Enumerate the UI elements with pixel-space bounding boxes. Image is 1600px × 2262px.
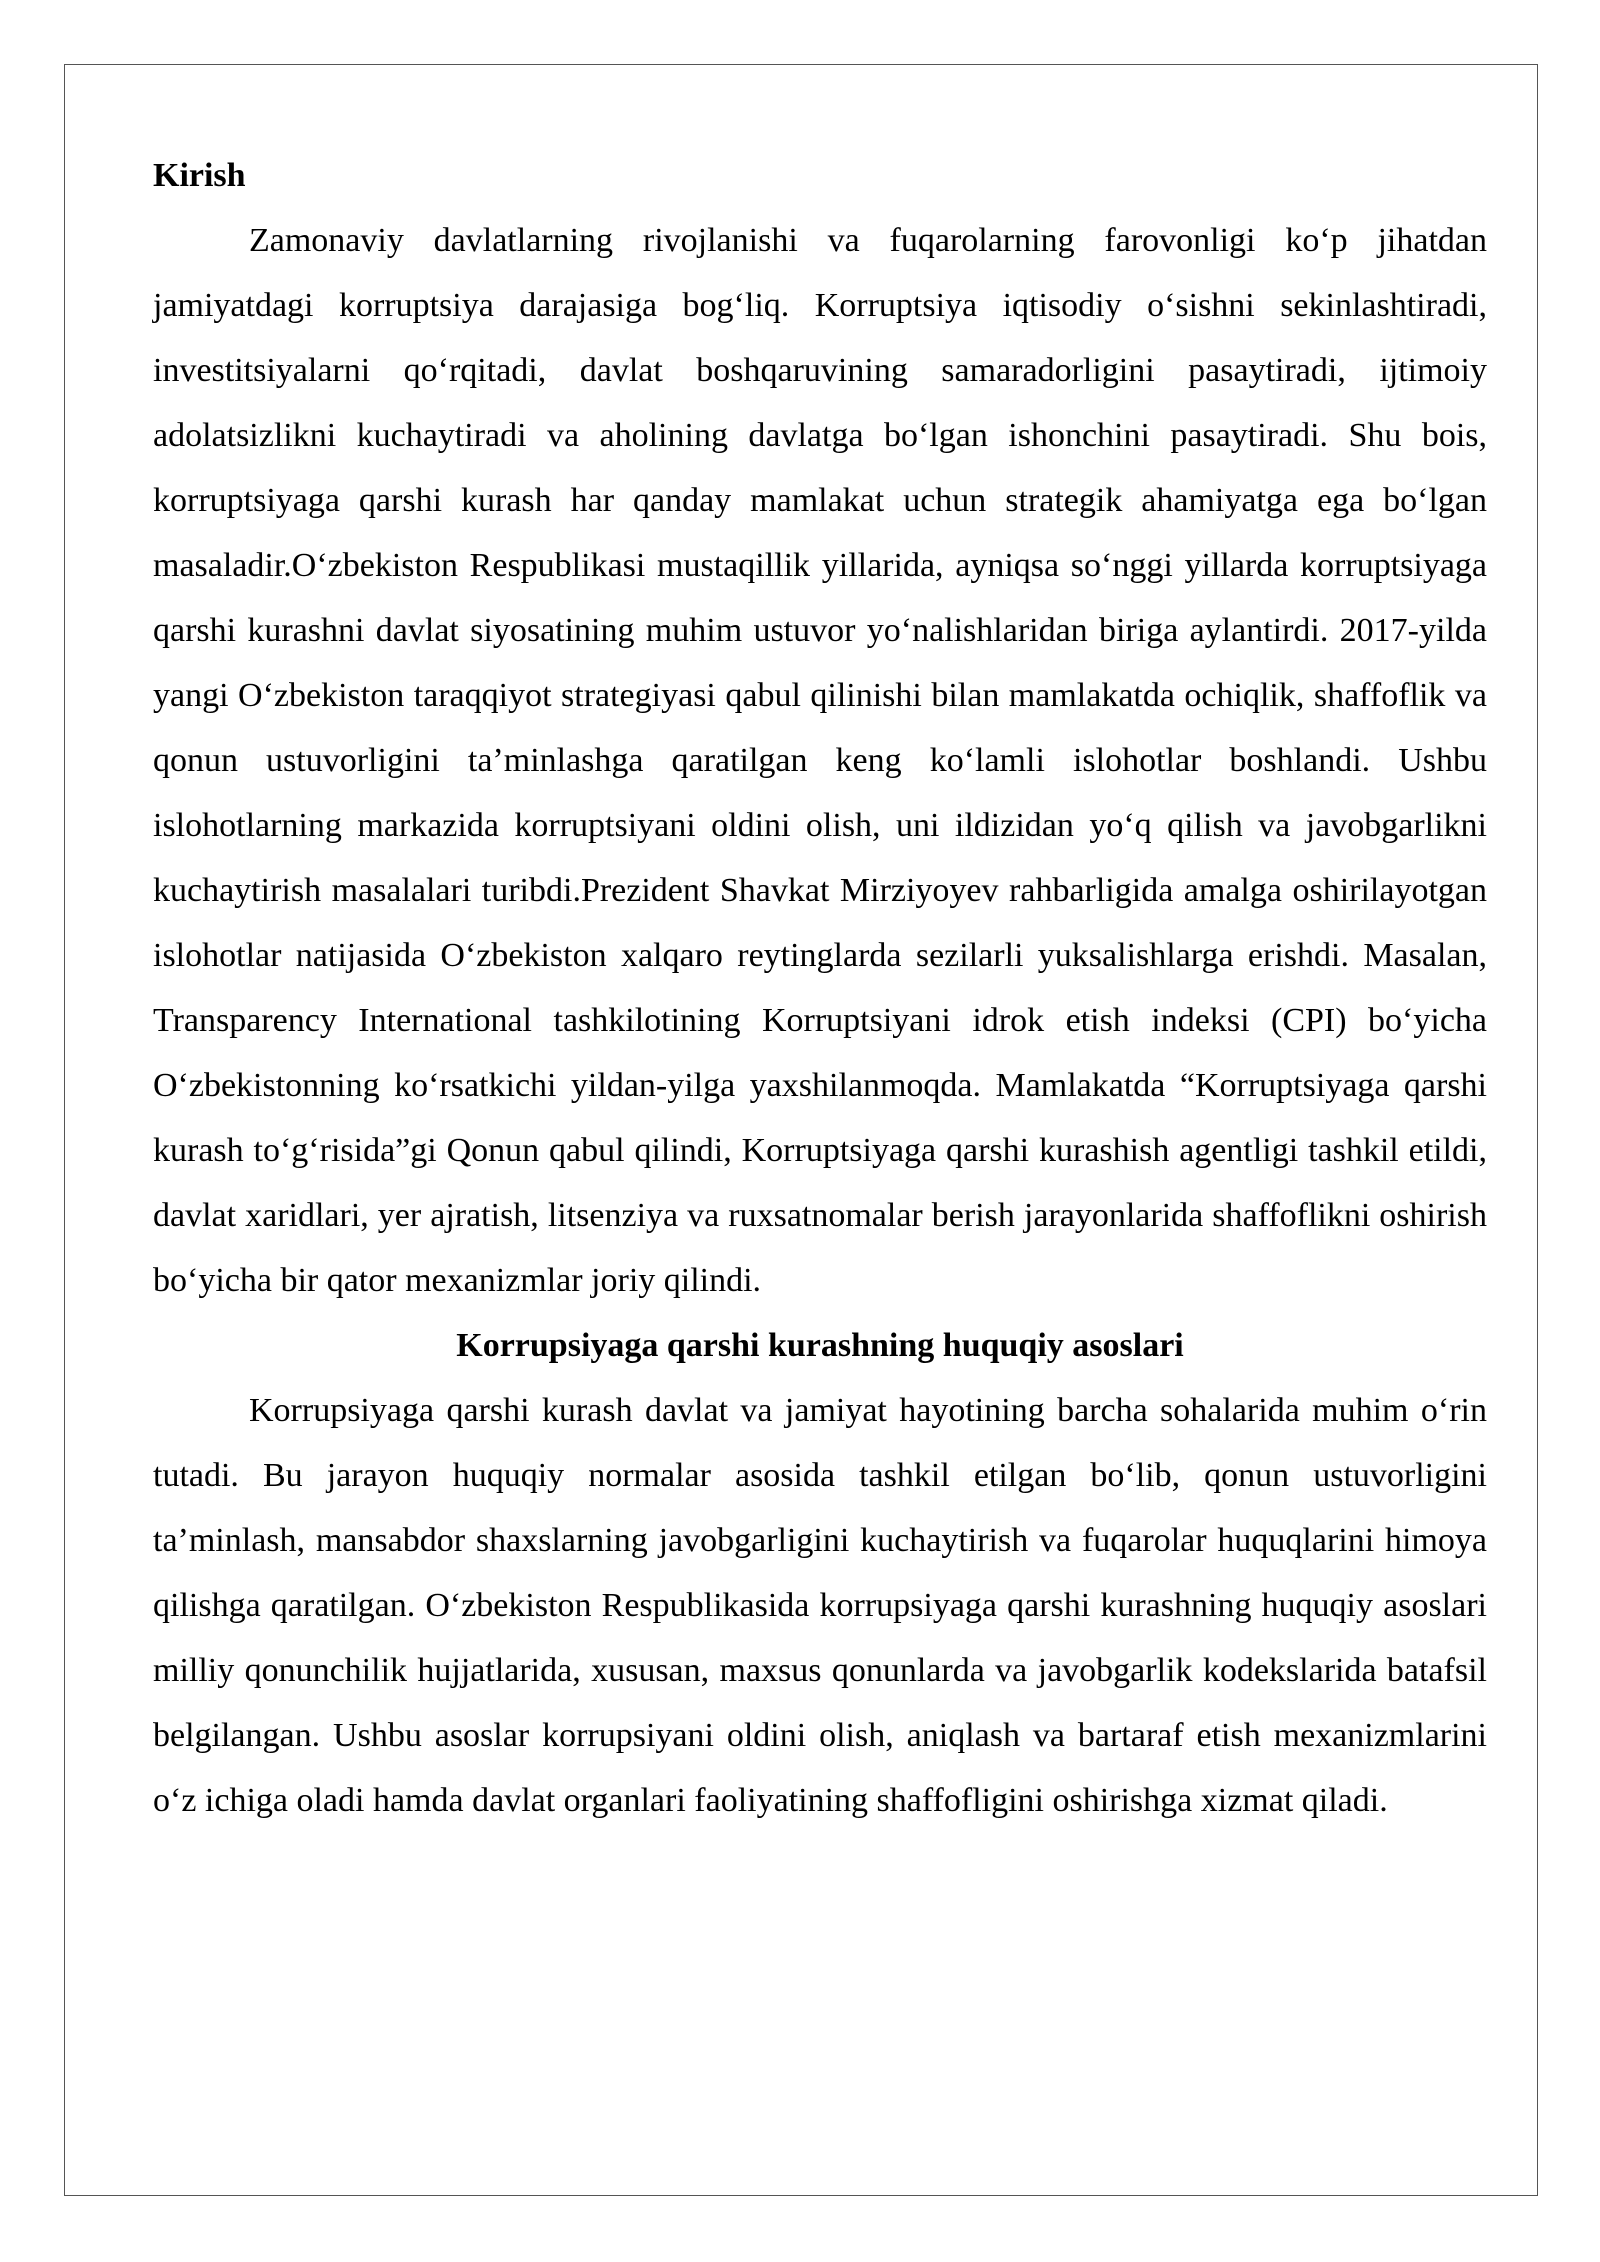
intro-paragraph: Zamonaviy davlatlarning rivojlanishi va fuqarolarning farovonligi ko‘p jihatdan jamiyatdagi korruptsiya darajasiga bog‘liq. Korruptsiya iqtisodiy o‘sishni sekinlashtiradi, investitsiyalarni qo‘rqitadi, davlat boshqaruvining samaradorligini pasaytiradi, ijtimoiy adolatsizlikni kuchaytiradi va aholining davlatga bo‘lgan ishonchini pasaytiradi. Shu bois, korruptsiyaga qarshi kurash har qanday mamlakat uchun strategik ahamiyatga ega bo‘lgan masaladir.O‘zbekiston Respublikasi mustaqillik yillarida, ayniqsa so‘nggi yillarda korruptsiyaga qarshi kurashni davlat siyosatining muhim ustuvor yo‘nalishlaridan biriga aylantirdi. 2017-yilda yangi O‘zbekiston taraqqiyot strategiyasi qabul qilinishi bilan mamlakatda ochiqlik, shaffoflik va qonun ustuvorligini ta’minlashga qaratilgan keng ko‘lamli islohotlar boshlandi. Ushbu islohotlarning markazida korruptsiyani oldini olish, uni ildizidan yo‘q qilish va javobgarlikni kuchaytirish masalalari turibdi.Prezident Shavkat Mirziyoyev rahbarligida amalga oshirilayotgan islohotlar natijasida O‘zbekiston xalqaro reytinglarda sezilarli yuksalishlarga erishdi. Masalan, Transparency International tashkilotining Korruptsiyani idrok etish indeksi (CPI) bo‘yicha O‘zbekistonning ko‘rsatkichi yildan-yilga yaxshilanmoqda. Mamlakatda “Korruptsiyaga qarshi kurash to‘g‘risida”gi Qonun qabul qilindi, Korruptsiyaga qarshi kurashish agentligi tashkil etildi, davlat xaridlari, yer ajratish, litsenziya va ruxsatnomalar berish jarayonlarida shaffoflikni oshirish bo‘yicha bir qator mexanizmlar joriy qilindi. <box>153 222 1487 1299</box>
section-heading: Korrupsiyaga qarshi kurashning huquqiy asoslari <box>456 1327 1184 1364</box>
section-paragraph: Korrupsiyaga qarshi kurash davlat va jamiyat hayotining barcha sohalarida muhim o‘rin tutadi. Bu jarayon huquqiy normalar asosida tashkil etilgan bo‘lib, qonun ustuvorligini ta’minlash, mansabdor shaxslarning javobgarligini kuchaytirish va fuqarolar huquqlarini himoya qilishga qaratilgan. O‘zbekiston Respublikasida korrupsiyaga qarshi kurashning huquqiy asoslari milliy qonunchilik hujjatlarida, xususan, maxsus qonunlarda va javobgarlik kodekslarida batafsil belgilangan. Ushbu asoslar korrupsiyani oldini olish, aniqlash va bartaraf etish mexanizmlarini o‘z ichiga oladi hamda davlat organlari faoliyatining shaffofligini oshirishga xizmat qiladi. <box>153 1392 1487 1819</box>
intro-heading: Kirish <box>153 157 246 194</box>
document-body <box>153 143 1487 1833</box>
